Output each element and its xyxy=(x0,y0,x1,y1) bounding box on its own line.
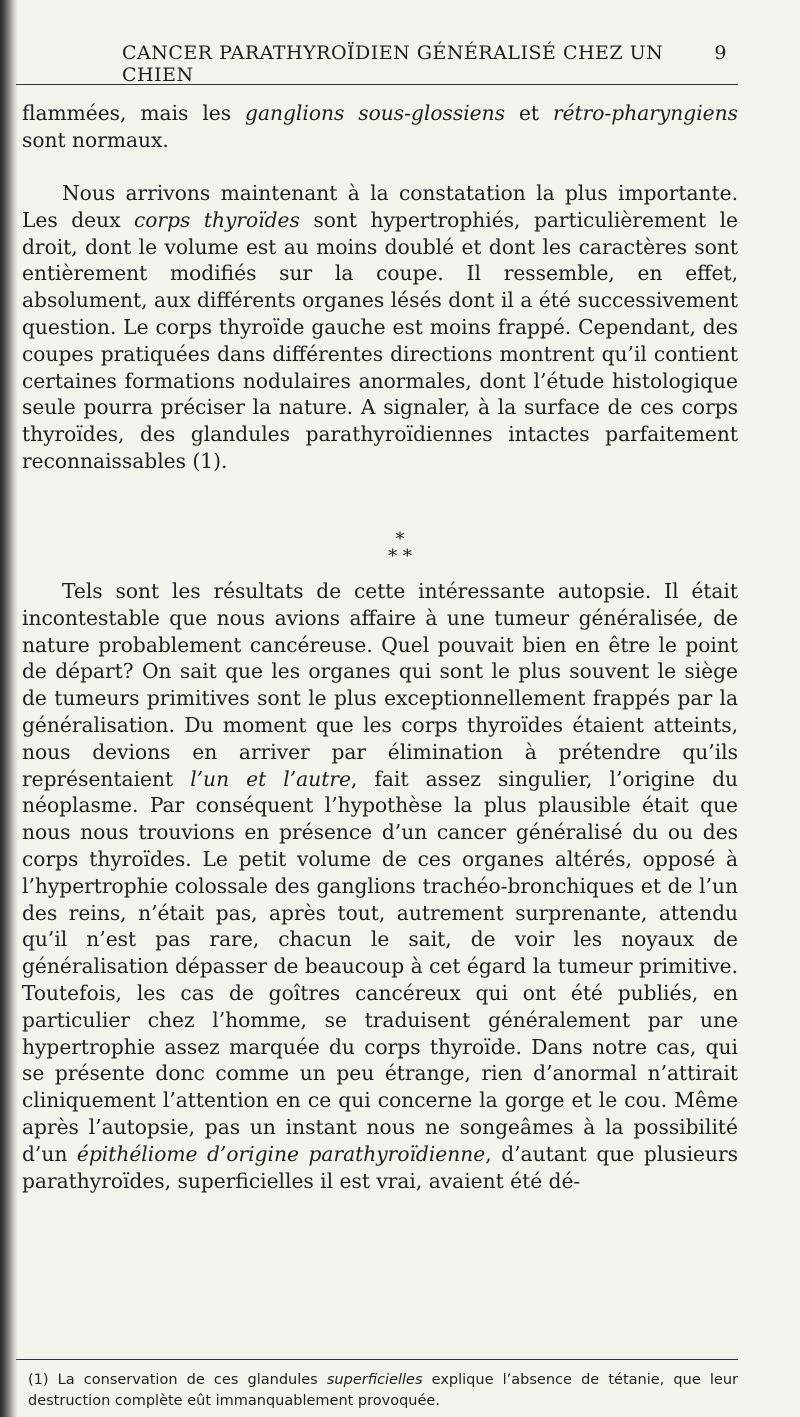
running-title: CANCER PARATHYROÏDIEN GÉNÉRALISÉ CHEZ UN CHIEN xyxy=(122,42,664,86)
book-gutter-shadow xyxy=(0,0,18,1417)
text-run: sont hypertrophiés, particulièrement le droit, dont le volume est au moins doublé et dont les caractères sont entièrement modifiés sur la coupe. Il ressemble, en effet, absolument, aux différents organes lésés dont il a été successivement question. Le corps thyroïde gauche est moins frappé. Cependant, des coupes pratiquées dans différentes directions montrent qu’il contient certaines formations nodulaires anormales, dont l’étude histologique seule pourra préciser la nature. A signaler, à la surface de ces corps thyroïdes, des glandules parathyroïdiennes intactes parfaitement reconnaissables (1). xyxy=(22,207,738,473)
paragraph-corps-thyroides xyxy=(22,180,738,475)
italic-term-corps-thyroides: corps thyroïdes xyxy=(133,207,300,232)
italic-term-superficielles: superficielles xyxy=(326,1372,423,1388)
text-run: , fait assez singulier, l’origine du néoplasme. Par conséquent l’hypothèse la plus plausible était que nous nous trouvions en présence d’un cancer généralisé du ou des corps thyroïdes. Le petit volume de ces organes altérés, opposé à l’hypertrophie colossale des ganglions trachéo-bronchiques et de l’un des reins, n’était pas, après tout, autrement surprenante, attendu qu’il n’est pas rare, chacun le sait, de voir les noyaux de généralisation dépasser de beaucoup à cet égard la tumeur primitive. Toutefois, les cas de goîtres cancéreux qui ont été publiés, en particulier chez l’homme, se traduisent généralement par une hypertrophie assez marquée du corps thyroïde. Dans notre cas, qui se présente donc comme un peu étrange, rien d’anormal n’attirait cliniquement l’attention en ce qui concerne la gorge et le cou. Même après l’autopsie, pas un instant nous ne songeâmes à la possibilité d’un xyxy=(22,766,739,1166)
text-run: sont normaux. xyxy=(22,127,169,152)
text-run: flammées, mais les xyxy=(22,101,246,125)
text-run: explique l’absence de tétanie xyxy=(422,1372,660,1388)
asterisk-line-1: * xyxy=(395,529,405,550)
italic-term-epitheliome: épithéliome d’origine parathyroïdienne xyxy=(76,1141,486,1166)
footnote-1 xyxy=(28,1370,738,1412)
text-run: et xyxy=(505,101,553,125)
text-run: , que leur destruction complète eût immanquablement provoquée. xyxy=(28,1372,738,1409)
text-run: (1) La conservation de ces glandules xyxy=(28,1372,327,1388)
text-run: Tels sont les résultats de cette intéressante autopsie. Il était incontestable que nous avions affaire à une tumeur généralisée, de nature probablement cancéreuse. Quel pouvait bien en être le point de départ? On sait que les organes qui sont le plus souvent le siège de tumeurs primitives sont le plus exceptionnellement frappés par la généralisation. Du moment que les corps thyroïdes étaient atteints, nous devions en arriver par élimination à prétendre qu’ils représentaient xyxy=(22,579,738,791)
asterisk-line-2: * * xyxy=(388,546,412,567)
header-rule xyxy=(16,84,738,85)
italic-term-sous-glossiens: ganglions sous-glossiens xyxy=(245,101,505,125)
page-header xyxy=(122,42,727,86)
section-separator-asterisks xyxy=(0,531,800,565)
italic-term-lun-et-lautre: l’un et l’autre xyxy=(190,766,351,791)
text-run: , d’autant que plusieurs parathyroïdes, superficielles il est vrai, avaient été dé- xyxy=(22,1141,738,1193)
italic-term-retro-pharyngiens: rétro-pharyngiens xyxy=(552,101,738,125)
paragraph-ganglions xyxy=(22,100,738,154)
text-run: Nous arrivons maintenant à la constatation la plus importante. Les deux xyxy=(22,181,738,232)
page-number: 9 xyxy=(714,42,727,64)
footnote-rule xyxy=(16,1359,738,1360)
paragraph-resultats-autopsie xyxy=(22,578,738,1194)
